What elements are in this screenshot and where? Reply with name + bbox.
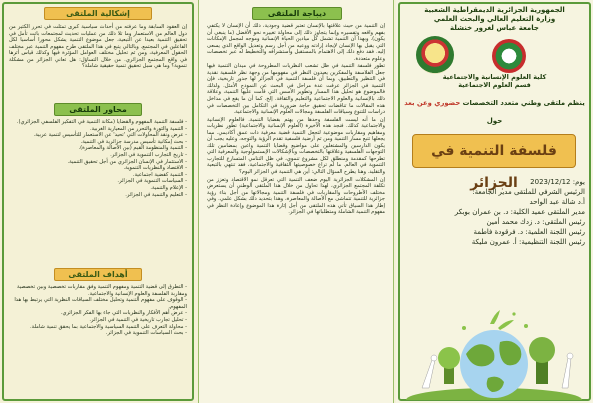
goals-item: - التطرق إلى قضية التنمية ومفهوم التنمية وفق مقاربات تخصصية وبين تخصصية ومقاربة الفلسفة والعلوم الإنسانية والاجتماعية.: [16, 284, 187, 297]
goals-item: - الوقوف على مفهوم التنمية وتحليل مختلف السياقات النظرية التي يرتبط بها هذا المفهوم.: [14, 297, 187, 310]
problem-heading: إشكالية الملتقى: [44, 7, 152, 20]
organizing-committee-chair: رئيس اللجنة التنظيمية: أ. عمرون مليكة: [471, 238, 585, 246]
axes-item: - الاقتصاد والنظريات التنموية.: [123, 165, 187, 172]
axes-item: - الاستثمار في الإنسان الجزائري من أجل تحقيق التنمية.: [67, 158, 187, 165]
axes-item: - عرض ونقد المحاولات التي 'تحيد' عن الاستعمار للتأسيس لتنمية عربية.: [33, 132, 187, 139]
conference-director: مدير الملتقى عميد الكلية: د. بن عمران بوبكر: [454, 208, 585, 216]
conference-info: [404, 177, 585, 247]
axes-item: - التنمية والثورة والتحرر من المعيارية الغربية.: [89, 125, 187, 132]
preamble-text: [207, 23, 385, 217]
axes-item: - فلسفة التنمية المفهوم والقضايا (مكانة التنمية في التفكير الفلسفي الجزائري).: [16, 119, 187, 125]
goals-heading: أهداف الملتقى: [54, 268, 142, 281]
axes-item: - بحث إمكانية تأسيس مدرسة جزائرية في التنمية.: [80, 138, 187, 145]
right-panel: [396, 0, 593, 403]
goals-item: - تحليل تجارب تاريخية في التنمية في الجزائر.: [89, 316, 187, 323]
goals-list: [9, 284, 187, 337]
axes-item: - التعليم والتنمية في الجزائر.: [125, 191, 187, 198]
goals-item: - محاولة التعرف على التنمية السياسية والاجتماعية بما يحقق تنمية شاملة.: [29, 323, 187, 330]
green-earth-illustration: [404, 298, 585, 400]
ministry-name: وزارة التعليم العالي والبحث العلمي: [433, 15, 556, 23]
axes-item: - تاريخ التجارب التنموية في الجزائر.: [110, 151, 187, 158]
axes-item: - الإعلام والتنمية.: [150, 184, 187, 191]
conference-title: فلسفة التنمية في الجزائر: [431, 143, 557, 191]
axes-item: - التنمية كقضية اجتماعية.: [132, 171, 187, 178]
axes-heading: محاور الملتقى: [54, 103, 142, 116]
preamble-paragraph: إن ما أنه ليست الفلسفة وحدها من يهتم بقضايا التنمية. فالعلوم الإنسانية والاجتماعية كذلك. فنجد هذه الأخيرة (العلوم الإنسانية والاجتماعية) تطور نظريات ومفاهيم ومقاربات موضوعية لتجعل التنمية قضية معرفية ذات عمق أكاديمي. مما يجعلها تتبع مسار التنمية ومن ثم أرضية فلسفية تقدم الرؤية والتوجه، وعليه يجب أن يكون الدارسين والمشتغلين على مواضيع وقضايا التنمية واعين بمضامين تلك التوجهات الفلسفية وعلاقتها بالتخصصات وبالإشكالات الإبستمولوجية والمعرفية التي تطرحها كمقدمة ومنطلق لكل مشروع تنموي، في ظل التنامي المتسارع للتجارب التنموية في العالم. ما لم تراع خصوصيتها الثقافية والاجتماعية، فقد تنتهي بالتبعية والتقليد. وهنا يطرح السؤال التالي: أين هي التنمية في الجزائر اليوم؟: [207, 116, 385, 176]
about-label: حول: [486, 117, 503, 125]
problem-text: إن العقود السابقة وما عرفته من أحداث سياسية كبرى تمثلت في تحرر الكثير من دول العالم من الاستعمار وما تلا ذلك من عمليات تحديث لمجتمعات باتت تأمل في تحقيق التنمية بعيدا عن التبعية، جعل موضوع التنمية يشكل محورا أساسيا لكل الفاعلين في المجتمع. وبالتالي يتبع في هذا الملتقى طرح مفهوم التنمية عبر مختلف الحقول المعرفية، ومن ثم تحليل مختلف العوامل المؤثرة فيها وكذلك قياس أثرها في واقع المجتمع الجزائري. من خلال التساؤل: هل تعاني الجزائر من مشكلة تنموية؟ وما هي سبل تحقيق تنمية حقيقية شاملة؟: [9, 24, 187, 70]
conference-announcement: [396, 99, 593, 108]
preamble-paragraph: إن المشكلات الجزائرية اليوم ضعف التنمية التي تعرقل نمو الاقتصاد وتعزز من تكلفة المجتمع الجزائري، لهذا تحاول من خلال هذا الملتقى الوطني أن يستعرض مختلف الأطروحات والمقاربات في فلسفة التنمية ومجالاتها من أجل بناء رؤية جزائرية للتنمية تتماشى مع الأصالة والمعاصرة، وهذا بتحديد ذلك بشكل علمي. وفي إطار هذا السياق تأتي هذه الملتقى من أجل إثارة هذا الموضوع وإعادة النظر في مفهوم التنمية الشاملة ومتطلباتها في الجزائر.: [207, 176, 385, 216]
honorary-president-label: الرئيس الشرفي للملتقى مدير الجامعة:: [472, 188, 585, 196]
conference-date: يوم: 2023/12/12: [530, 178, 585, 186]
preamble-paragraph: إن التنمية من حيث علاقتها بالإنسان تعتبر قضية وجودية، ذلك أن الإنسان لا يكتفي بفهم واقعه وتفسيره وإنما يتجاوز ذلك إلى محاولة تغييره نحو الأفضل (ما ينبغي أن يكون). وبهذا أن التنمية تشمل كل ميادين الحياة الإنسانية وموجه لمجمل الإمكانات التي يقبل بها الإنسان لإيجاد إرادته ووعيه من أجل رسم وتعديل الواقع الذي يسعى إليه. فقد دفع ذلك إلى الاهتمام بالمستقبل واستشرافه والتخطيط له عبر تخصصات وعلوم متعددة.: [207, 23, 385, 62]
university-logo-icon: [416, 36, 454, 74]
faculty-name: كلية العلوم الإنسانية والاجتماعية: [442, 73, 547, 81]
honorary-president-name: أ.د شالة عبد الواحد: [529, 198, 585, 206]
announcement-text: ينظم ملتقى وطني متعدد التخصصات: [462, 99, 585, 107]
department-name: قسم العلوم الاجتماعية: [458, 81, 531, 89]
axes-item: - السياسات التنموية في الجزائر.: [117, 178, 187, 185]
axes-list: [9, 119, 187, 198]
axes-item: - التنمية والمنظومة القيم (بين الأصالة والمعاصرة).: [78, 145, 187, 152]
university-name: جامعة عباس لغرور خنشلة: [450, 24, 539, 32]
preamble-heading: ديباجة الملتقى: [252, 7, 342, 20]
conference-chair: رئيس الملتقى: د. زدك محمد أمين: [486, 218, 585, 226]
preamble-paragraph: تطور فلسفة التنمية في ظل تشعب النظريات المطروحة في ميدان التنمية فيها جعل الفلاسفة والمفكرين يعيدون النظر في مفهومها من وجهة نظر فلسفية نقدية في التنظير والتطبيق. وبما أن فلسفة التنمية في الجزائر لها جذور تاريخية، فإن التنمية في الجزائر عرفت عدة مراحل في البحث عن النموذج الأمثل. ولذلك فالموضوع هو تحليل هذا المسار وتطوير الأسس التي قامت عليها التنمية، وعلاقة ذلك بالإنسانية والعلوم الاجتماعية والتعليم والثقافة. إلخ. كما أن ما يقع في مداخل هذه المقالات ما تناقضات تحقيق حاجة ضرورية في التكامل بين التخصصات في دراسات للتنوع وسياقات الفلسفة ومجالات العلوم الإنسانية والاجتماعية.: [207, 63, 385, 116]
faculty-logo-icon: [492, 39, 526, 73]
middle-panel: [198, 0, 394, 403]
state-name: الجمهورية الجزائرية الديمقراطية الشعبية: [424, 6, 565, 14]
left-panel: [0, 0, 196, 403]
scientific-committee-chair: رئيس اللجنة العلمية: د. فرقودة فاطمة: [473, 228, 585, 236]
goals-item: - بحث السياسات التنموية في الجزائر.: [105, 330, 187, 337]
goals-item: - عرض أهم الأفكار والنظريات التي جاء بها الفكر الجزائري.: [60, 310, 187, 317]
announcement-highlight: حضوري وعن بعد: [404, 99, 461, 107]
